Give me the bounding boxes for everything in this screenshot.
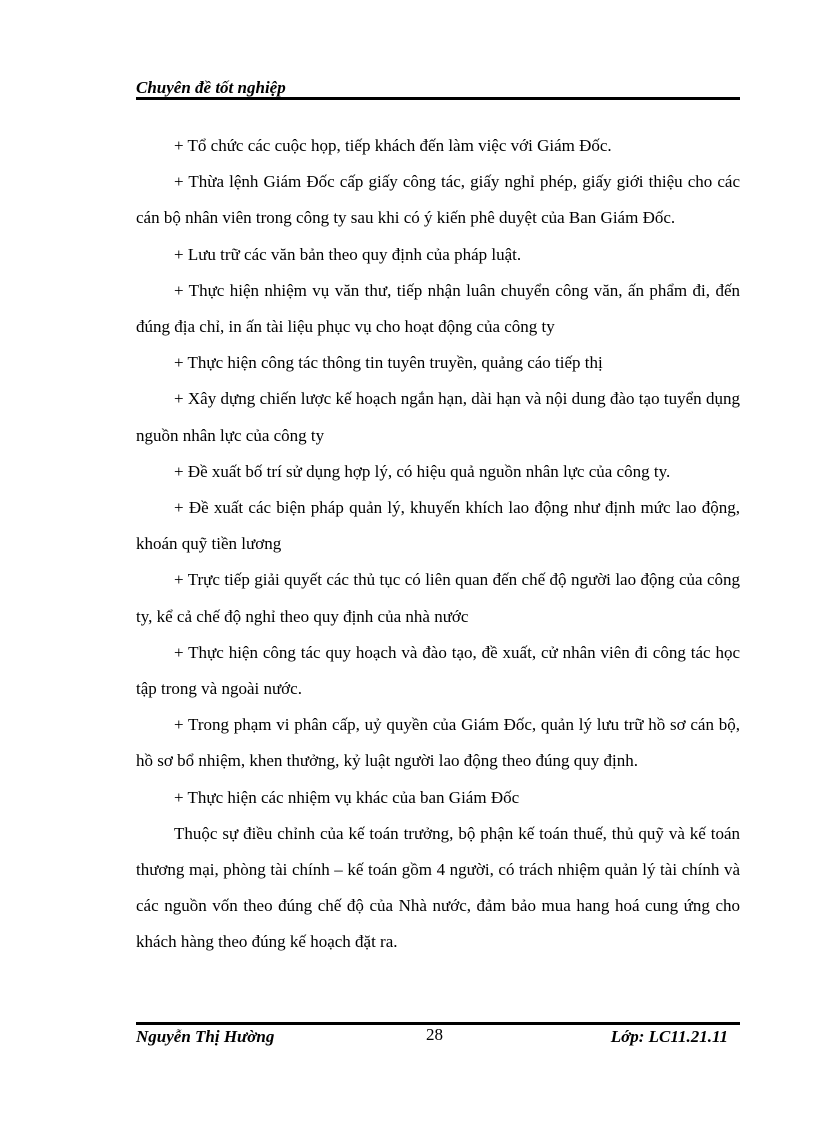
footer-class: Lớp: LC11.21.11 [610,1027,728,1046]
paragraph: + Trong phạm vi phân cấp, uỷ quyền của Giám Đốc, quản lý lưu trữ hồ sơ cán bộ, hồ sơ bổ nhiệm, khen thưởng, kỷ luật người lao động theo đúng quy định. [136,715,740,771]
paragraph: + Thực hiện công tác quy hoạch và đào tạo, đề xuất, cử nhân viên đi công tác học tập trong và ngoài nước. [136,642,740,699]
page-number: 28 [426,1025,443,1044]
paragraph: + Thực hiện nhiệm vụ văn thư, tiếp nhận luân chuyển công văn, ấn phẩm đi, đến đúng địa chỉ, in ấn tài liệu phục vụ cho hoạt động của công ty [136,280,740,337]
paragraph: Thuộc sự điều chỉnh của kế toán trưởng, bộ phận kế toán thuế, thủ quỹ và kế toán thương mại, phòng tài chính – kế toán gồm 4 người, có trách nhiệm quản lý tài chính và các nguồn vốn theo đúng chế độ của Nhà nước, đảm bảo mua hang hoá cung ứng cho khách hàng theo đúng kế hoạch đặt ra. [136,823,740,952]
footer-author: Nguyễn Thị Hường [136,1027,275,1046]
paragraph: + Trực tiếp giải quyết các thủ tục có liên quan đến chế độ người lao động của công ty, kể cả chế độ nghỉ theo quy định của nhà nước [136,570,740,626]
page-header-title: Chuyên đề tốt nghiệp [136,78,286,97]
page-body [136,128,740,961]
header-divider [136,97,740,100]
paragraph: + Đề xuất các biện pháp quản lý, khuyến khích lao động như định mức lao động, khoán quỹ tiền lương [136,498,740,554]
paragraph: + Tổ chức các cuộc họp, tiếp khách đến làm việc với Giám Đốc. [174,136,612,155]
paragraph: + Xây dựng chiến lược kế hoạch ngắn hạn, dài hạn và nội dung đào tạo tuyển dụng nguồn nhân lực của công ty [136,389,740,445]
paragraph: + Thừa lệnh Giám Đốc cấp giấy công tác, giấy nghỉ phép, giấy giới thiệu cho các cán bộ nhân viên trong công ty sau khi có ý kiến phê duyệt của Ban Giám Đốc. [136,172,740,228]
paragraph: + Thực hiện công tác thông tin tuyên truyền, quảng cáo tiếp thị [174,353,603,373]
paragraph: + Đề xuất bố trí sử dụng hợp lý, có hiệu quả nguồn nhân lực của công ty. [174,461,671,481]
paragraph: + Lưu trữ các văn bản theo quy định của pháp luật. [174,244,522,264]
paragraph: + Thực hiện các nhiệm vụ khác của ban Giám Đốc [174,787,520,807]
